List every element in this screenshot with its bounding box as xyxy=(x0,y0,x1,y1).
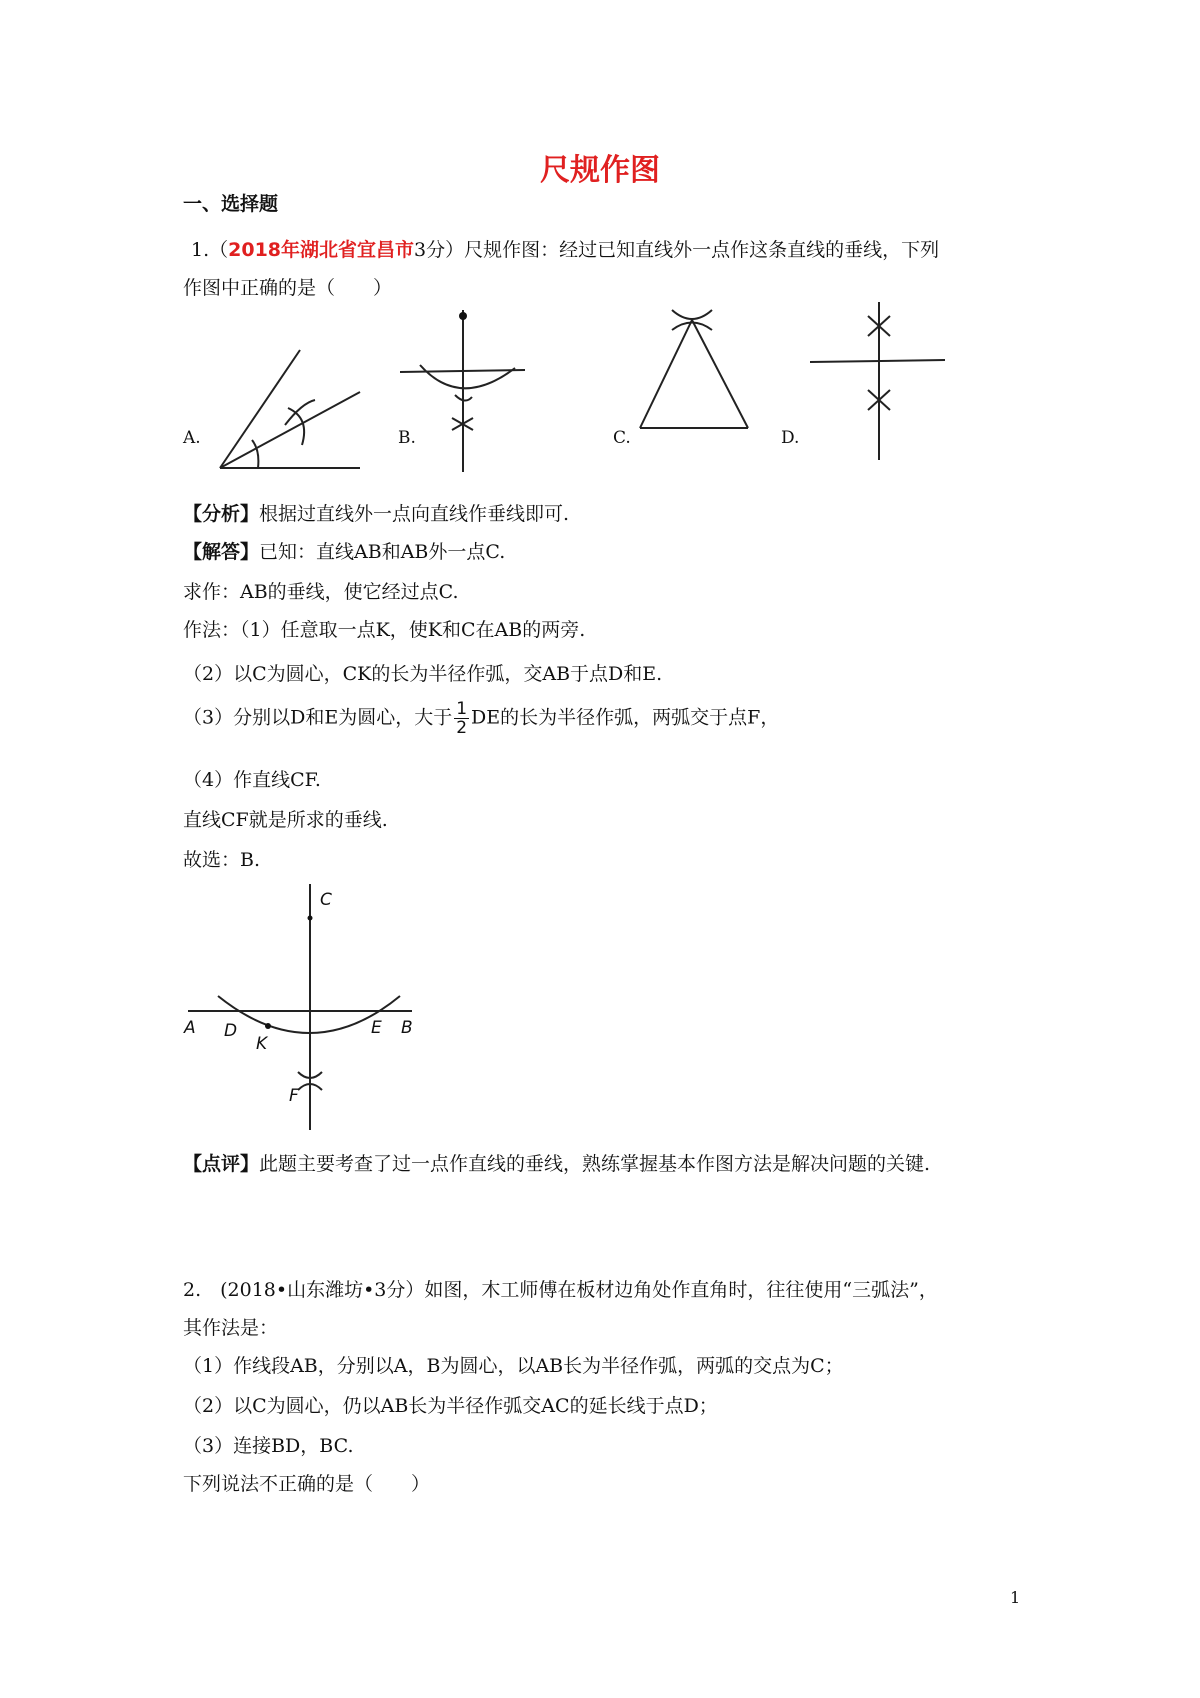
page-number: 1 xyxy=(1010,1588,1021,1607)
option-c-label: C. xyxy=(613,428,631,448)
q2-line-5: （3）连接BD，BC. xyxy=(183,1435,354,1457)
option-c-figure xyxy=(630,300,770,480)
q1-solution-3: 作法：（1）任意取一点K，使K和C在AB的两旁. xyxy=(183,619,586,641)
fraction-denominator: 2 xyxy=(456,718,468,738)
q2-line-3: （1）作线段AB，分别以A，B为圆心，以AB长为半径作弧，两弧的交点为C； xyxy=(183,1355,844,1377)
q2-line-2: 其作法是： xyxy=(183,1317,279,1339)
fig-label-b: B xyxy=(401,1018,413,1038)
fraction-numerator: 1 xyxy=(456,699,468,719)
q1-solution-2: 求作：AB的垂线，使它经过点C. xyxy=(183,581,459,603)
analysis-tag: 【分析】 xyxy=(183,503,260,525)
q1-stem-line-1 xyxy=(191,236,939,264)
q1-stem-line-2: 作图中正确的是（ ） xyxy=(183,277,393,299)
q1-solution-4: （2）以C为圆心，CK的长为半径作弧，交AB于点D和E. xyxy=(183,663,663,685)
q1-comment xyxy=(183,1150,930,1178)
q1-solution-7: 直线CF就是所求的垂线. xyxy=(183,809,388,831)
option-d-figure xyxy=(810,300,950,480)
q1-number: 1.（ xyxy=(191,239,229,261)
option-b-label: B. xyxy=(398,428,416,448)
fig-label-f: F xyxy=(289,1086,299,1106)
option-b-figure xyxy=(400,300,560,480)
section-heading: 一、选择题 xyxy=(183,193,279,215)
comment-text: 此题主要考查了过一点作直线的垂线，熟练掌握基本作图方法是解决问题的关键. xyxy=(259,1153,931,1175)
comment-tag: 【点评】 xyxy=(183,1153,260,1175)
fig-label-c: C xyxy=(320,890,332,910)
option-d-label: D. xyxy=(781,428,800,448)
fig-label-d: D xyxy=(224,1021,238,1041)
q1-answer: 故选：B. xyxy=(183,849,261,871)
q1-solution-5 xyxy=(183,700,779,737)
fig-label-a: A xyxy=(184,1018,196,1038)
solution-line-5b: DE的长为半径作弧，两弧交于点F， xyxy=(471,706,780,729)
fig-label-e: E xyxy=(371,1018,382,1038)
q1-source: 2018年湖北省宜昌市 xyxy=(228,239,415,261)
solution-tag: 【解答】 xyxy=(183,541,260,563)
solution-line-1: 已知：直线AB和AB外一点C. xyxy=(259,541,506,563)
q2-line-4: （2）以C为圆心，仍以AB长为半径作弧交AC的延长线于点D； xyxy=(183,1395,718,1417)
fraction-one-half xyxy=(454,700,469,737)
q1-solution-1 xyxy=(183,538,505,566)
q1-stem-a: 3分）尺规作图：经过已知直线外一点作这条直线的垂线，下列 xyxy=(414,239,940,261)
analysis-text: 根据过直线外一点向直线作垂线即可. xyxy=(259,503,570,525)
q2-line-6: 下列说法不正确的是（ ） xyxy=(183,1473,431,1495)
fig-label-k: K xyxy=(256,1034,268,1054)
option-a-figure xyxy=(200,310,370,480)
solution-figure xyxy=(180,880,430,1140)
q2-line-1: 2. (2018•山东潍坊•3分）如图，木工师傅在板材边角处作直角时，往往使用“三弧法”， xyxy=(183,1279,938,1301)
document-title: 尺规作图 xyxy=(540,153,660,188)
option-a-label: A. xyxy=(183,428,201,448)
solution-line-5a: （3）分别以D和E为圆心，大于 xyxy=(183,706,453,729)
q1-solution-6: （4）作直线CF. xyxy=(183,769,321,791)
q1-analysis xyxy=(183,500,569,528)
